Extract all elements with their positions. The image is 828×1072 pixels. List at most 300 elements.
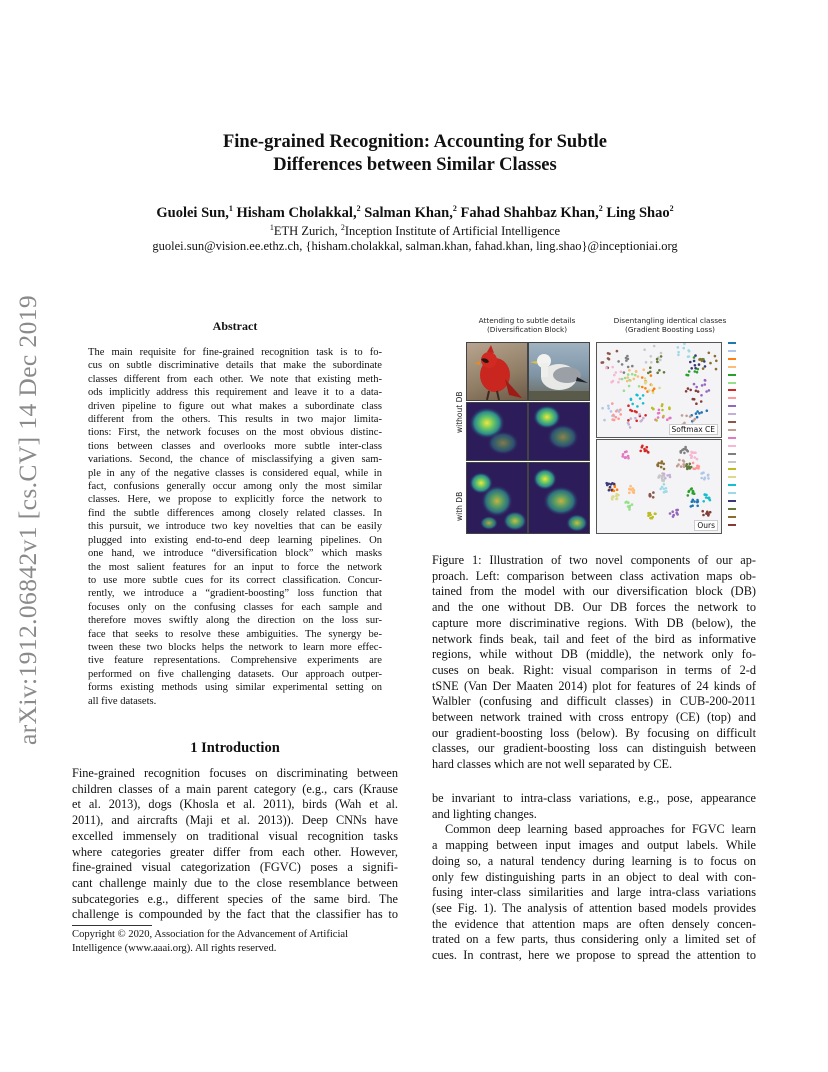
text-line: be invariant to intra-class variations, e.g., pose, appearance (432, 791, 756, 805)
tsne-point (715, 360, 718, 363)
tsne-point (658, 387, 661, 390)
tsne-point (608, 483, 611, 486)
text-line: tive feature representations. Comprehensive experiments are (88, 655, 382, 667)
text-line: fact, confusions generally occur among only the most similar (88, 481, 382, 493)
tsne-point (609, 486, 612, 489)
text-line: cus on subtle discriminative details that make the subordinate (88, 360, 382, 372)
tsne-point (629, 409, 632, 412)
tsne-point (689, 467, 692, 470)
text-line: only few distinguishing parts in an object to deal with con- (432, 869, 756, 884)
tsne-point (638, 385, 641, 388)
tsne-point (634, 417, 637, 420)
tsne-point (651, 407, 654, 410)
tsne-point (695, 386, 698, 389)
copyright-footnote: Copyright © 2020, Association for the Advancement of Artificial Intelligence (www.aaai.org). All rights reserved. (72, 929, 349, 954)
affiliations: $^1$ETH Zurich, $^2$Inception Institute of Artificial Intelligence (269, 223, 561, 239)
tsne-point (691, 500, 694, 503)
text-line: tained from the model with our diversification block (DB) (432, 584, 756, 599)
tsne-point (705, 494, 708, 497)
tsne-point (697, 390, 700, 393)
tsne-point (624, 457, 627, 460)
tsne-point (611, 497, 614, 500)
tsne-point (635, 370, 638, 373)
tsne-point (696, 505, 699, 508)
tsne-point (663, 371, 666, 374)
tsne-point (688, 490, 691, 493)
tsne-point (649, 514, 652, 517)
tsne-point (691, 504, 694, 507)
tsne-point (702, 514, 705, 517)
legend-swatch (728, 484, 736, 486)
row-label-without-db: without DB (455, 391, 464, 433)
tsne-point (639, 397, 642, 400)
tsne-point (686, 467, 689, 470)
tsne-point (627, 404, 630, 407)
text-line: tions: First, the network focuses on the most obvious distinc- (88, 427, 382, 439)
tsne-point (708, 389, 711, 392)
tsne-point (694, 456, 697, 459)
right-column-paragraph (432, 791, 756, 964)
cam-gull-without-db (528, 402, 590, 461)
tsne-point (690, 367, 693, 370)
tsne-point (652, 392, 655, 395)
tsne-point (685, 390, 688, 393)
text-line: therefore moves swiftly along the direction on the loss sur- (88, 615, 382, 627)
tsne-point (642, 417, 645, 420)
tsne-point (684, 446, 687, 449)
tsne-point (644, 377, 647, 380)
tsne-color-legend (728, 342, 736, 532)
tsne-point (697, 467, 700, 470)
tsne-point (608, 358, 611, 361)
tsne-point (704, 477, 707, 480)
cam-gull-with-db (528, 462, 590, 534)
cam-cardinal-without-db (466, 402, 528, 461)
tsne-point (602, 361, 605, 364)
tsne-point (615, 410, 618, 413)
tsne-point (630, 398, 633, 401)
cam-cardinal-with-db (466, 462, 528, 534)
text-line: fusing inter-class similarities and large intra-class variations (432, 885, 756, 900)
text-line: et al. 2013), dogs (Khosla et al. 2011), birds (Wah et al. (72, 797, 398, 812)
tsne-point (641, 386, 644, 389)
tsne-point (689, 389, 692, 392)
tsne-point (701, 358, 704, 361)
tsne-plot-softmax-ce (596, 342, 722, 438)
text-line: find the subtle differences among closely related classes. In (88, 507, 382, 519)
tsne-point (693, 383, 696, 386)
tsne-point (680, 465, 683, 468)
tsne-plot-ours (596, 439, 722, 534)
text-line: classes. Here, we propose to explicitly force the network to (88, 494, 382, 506)
tsne-point (661, 475, 664, 478)
text-line: plugged into existing end-to-end deep learning pipelines. On (88, 534, 382, 546)
text-line: subcategories e.g., different species of the same bird. The (72, 891, 398, 906)
text-line: focuses only on the confusing classes for each sample and (88, 601, 382, 613)
tsne-point (629, 485, 632, 488)
legend-swatch (728, 437, 736, 439)
tsne-point (696, 458, 699, 461)
text-line: ple in any of the negative classes is considered equal, while in (88, 467, 382, 479)
text-line: the evidence that attention maps are often densely concen- (432, 916, 756, 931)
tsne-point (688, 350, 691, 353)
tsne-point (634, 374, 637, 377)
tsne-tag-softmax-ce: Softmax CE (669, 424, 719, 435)
legend-swatch (728, 405, 736, 407)
abstract-heading: Abstract (212, 319, 258, 333)
tsne-point (607, 407, 610, 410)
tsne-point (641, 446, 644, 449)
tsne-point (656, 372, 659, 375)
tsne-point (627, 366, 630, 369)
tsne-point (683, 452, 686, 455)
text-line: and lighting changes. (432, 806, 537, 821)
tsne-point (683, 343, 686, 345)
tsne-point (658, 412, 661, 415)
tsne-point (695, 402, 698, 405)
tsne-point (701, 510, 704, 513)
tsne-point (687, 387, 690, 390)
tsne-point (613, 483, 616, 486)
tsne-point (629, 505, 632, 508)
tsne-point (617, 360, 620, 363)
tsne-point (651, 516, 654, 519)
text-line: variations. Second, the chance of misclassifying a given sam- (88, 454, 382, 466)
tsne-point (675, 509, 678, 512)
title-line-1: Fine-grained Recognition: Accounting for Subtle (222, 132, 608, 152)
legend-swatch (728, 421, 736, 423)
tsne-point (665, 487, 668, 490)
author: Ling Shao$^2$ (606, 204, 674, 221)
tsne-tag-ours: Ours (694, 520, 718, 531)
text-line: 2011), and aircrafts (Maji et al. 2013)). Deep CNNs have (72, 813, 398, 828)
tsne-point (608, 489, 611, 492)
tsne-point (682, 463, 685, 466)
tsne-point (619, 413, 622, 416)
tsne-point (612, 414, 615, 417)
tsne-point (690, 487, 693, 490)
tsne-point (677, 354, 680, 357)
tsne-point (628, 369, 631, 372)
legend-swatch (728, 453, 736, 455)
section-heading-introduction: 1 Introduction (190, 740, 280, 756)
tsne-point (620, 371, 623, 374)
tsne-point (619, 408, 622, 411)
arxiv-sidebar (8, 285, 48, 755)
tsne-point (631, 373, 634, 376)
text-line: tSNE (Van Der Maaten 2014) plot for features of 24 kinds of (432, 678, 756, 693)
tsne-point (615, 498, 618, 501)
tsne-point (601, 407, 604, 410)
tsne-point (714, 355, 717, 358)
text-line: different from the others. This results in two major limita- (88, 414, 382, 426)
tsne-point (643, 348, 646, 351)
tsne-point (693, 451, 696, 454)
tsne-point (682, 347, 685, 350)
text-line: Walbler (confusing and difficult classes) in CUB-200-2011 (432, 694, 756, 709)
tsne-point (693, 360, 696, 363)
tsne-point (657, 416, 660, 419)
tsne-point (675, 511, 678, 514)
tsne-point (627, 457, 630, 460)
tsne-point (628, 492, 631, 495)
tsne-point (694, 354, 697, 357)
tsne-point (644, 382, 647, 385)
text-line: cant challenge mainly due to the close resemblance between (72, 875, 398, 890)
text-line: to use more subtle cues for its correct classification. Concur- (88, 574, 382, 586)
tsne-point (689, 415, 692, 418)
tsne-point (694, 364, 697, 367)
tsne-point (700, 411, 703, 414)
tsne-point (656, 358, 659, 361)
legend-swatch (728, 468, 736, 470)
tsne-point (642, 394, 645, 397)
legend-swatch (728, 500, 736, 502)
tsne-point (628, 488, 631, 491)
tsne-point (660, 352, 663, 355)
tsne-point (643, 448, 646, 451)
tsne-point (633, 378, 636, 381)
tsne-point (700, 400, 703, 403)
tsne-point (656, 463, 659, 466)
tsne-point (692, 490, 695, 493)
tsne-point (678, 459, 681, 462)
tsne-point (690, 456, 693, 459)
tsne-point (630, 417, 633, 420)
tsne-point (698, 358, 701, 361)
tsne-point (649, 366, 652, 369)
tsne-point (698, 363, 701, 366)
tsne-point (661, 460, 664, 463)
tsne-point (660, 355, 663, 358)
author: Hisham Cholakkal,$^2$ (236, 204, 361, 221)
tsne-point (636, 405, 639, 408)
text-line: hard classes which are not well separated by CE. (432, 757, 673, 772)
text-line: and the one without DB. Our DB forces the network to (432, 600, 756, 615)
tsne-point (653, 387, 656, 390)
text-line: tions between classes and overlooks more subtle inter-class (88, 440, 382, 452)
text-line: this pursuit, we introduce two key novelties that can be easily (88, 521, 382, 533)
tsne-point (659, 359, 662, 362)
text-line: classes different from each other. We note that existing meth- (88, 373, 382, 385)
tsne-point (655, 419, 658, 422)
tsne-point (657, 476, 660, 479)
tsne-point (704, 383, 707, 386)
tsne-point (691, 492, 694, 495)
tsne-point (605, 367, 608, 370)
tsne-point (702, 471, 705, 474)
tsne-point (628, 423, 631, 426)
cardinal-photo (466, 342, 528, 401)
author: Fahad Shahbaz Khan,$^2$ (460, 204, 603, 221)
tsne-point (624, 451, 627, 454)
tsne-point (635, 420, 638, 423)
text-line: a mapping between input images and output labels. While (432, 838, 756, 853)
text-line: excelled immensely on traditional visual recognition tasks (72, 828, 398, 843)
legend-swatch (728, 366, 736, 368)
tsne-point (676, 465, 679, 468)
tsne-point (633, 491, 636, 494)
tsne-point (661, 405, 664, 408)
text-line: challenge is compounded by the fact that the classifier has to (72, 907, 398, 922)
figure-right-title: Disentangling identical classes (Gradient Boosting Loss) (613, 316, 727, 334)
tsne-point (707, 474, 710, 477)
tsne-point (708, 352, 711, 355)
text-line: face that seeks to resolve these ambiguities. The synergy be- (88, 628, 382, 640)
legend-swatch (728, 389, 736, 391)
row-label-with-db: with DB (455, 491, 464, 521)
tsne-point (651, 384, 654, 387)
tsne-point (616, 350, 619, 353)
tsne-point (677, 346, 680, 349)
tsne-point (707, 497, 710, 500)
tsne-point (627, 501, 630, 504)
text-line: driven pipeline to figure out what makes a subordinate class (88, 400, 382, 412)
tsne-point (661, 486, 664, 489)
tsne-point (650, 374, 653, 377)
tsne-point (705, 390, 708, 393)
tsne-point (621, 363, 624, 366)
legend-swatch (728, 413, 736, 415)
tsne-point (653, 345, 656, 348)
tsne-point (662, 463, 665, 466)
tsne-point (650, 355, 653, 358)
tsne-point (689, 361, 692, 364)
tsne-point (709, 362, 712, 365)
tsne-point (638, 413, 641, 416)
tsne-point (607, 405, 610, 408)
title-line-2: Differences between Similar Classes (273, 155, 557, 175)
text-line: forms existing methods using similar experimental setting on (88, 682, 382, 694)
tsne-point (603, 419, 606, 422)
tsne-point (654, 513, 657, 516)
text-line: classes, our gradient-boosting loss can distinguish between (432, 741, 756, 756)
tsne-point (652, 491, 655, 494)
tsne-point (650, 361, 653, 364)
text-line: ods implicitly address this requirement and leave it to a data- (88, 387, 382, 399)
tsne-point (704, 379, 707, 382)
tsne-point (613, 419, 616, 422)
tsne-point (645, 361, 648, 364)
tsne-point (702, 500, 705, 503)
tsne-point (618, 378, 621, 381)
tsne-point (696, 416, 699, 419)
tsne-point (610, 489, 613, 492)
tsne-point (696, 371, 699, 374)
tsne-point (647, 451, 650, 454)
text-line: capture more discriminative regions. With DB (below), the (432, 615, 756, 630)
tsne-point (617, 494, 620, 497)
text-line: (see Fig. 1). The analysis of attention based models provides (432, 900, 756, 915)
tsne-point (621, 455, 624, 458)
tsne-point (694, 370, 697, 373)
legend-swatch (728, 342, 736, 344)
tsne-point (629, 426, 632, 429)
tsne-point (677, 351, 680, 354)
tsne-point (703, 360, 706, 363)
tsne-point (683, 460, 686, 463)
legend-swatch (728, 461, 736, 463)
text-line: children classes of a main parent category (e.g., cars (Krause (72, 781, 398, 796)
tsne-point (611, 366, 614, 369)
author-emails: guolei.sun@vision.ee.ethz.ch, {hisham.cholakkal, salman.khan, fahad.khan, ling.shao}@inceptioniai.org (152, 239, 678, 253)
tsne-point (700, 477, 703, 480)
tsne-point (672, 514, 675, 517)
tsne-point (694, 468, 697, 471)
tsne-point (687, 450, 690, 453)
tsne-point (631, 403, 634, 406)
tsne-point (652, 496, 655, 499)
abstract-body (88, 346, 382, 708)
text-line: Common deep learning based approaches for FGVC learn (445, 822, 756, 837)
tsne-point (681, 449, 684, 452)
tsne-point (617, 417, 620, 420)
tsne-point (660, 466, 663, 469)
legend-swatch (728, 516, 736, 518)
tsne-point (658, 369, 661, 372)
tsne-point (610, 410, 613, 413)
tsne-point (695, 412, 698, 415)
tsne-point (615, 416, 618, 419)
tsne-point (628, 385, 631, 388)
tsne-point (704, 365, 707, 368)
tsne-point (611, 402, 614, 405)
tsne-point (688, 370, 691, 373)
legend-swatch (728, 492, 736, 494)
tsne-point (616, 488, 619, 491)
tsne-point (637, 375, 640, 378)
gull-photo (528, 342, 590, 401)
tsne-point (669, 417, 672, 420)
tsne-point (661, 472, 664, 475)
author-list (90, 204, 740, 222)
text-line: one hand, we introduce “diversification block” which masks (88, 548, 382, 560)
tsne-point (624, 377, 627, 380)
tsne-point (632, 487, 635, 490)
tsne-point (626, 380, 629, 383)
tsne-point (668, 406, 671, 409)
tsne-point (694, 418, 697, 421)
tsne-point (662, 415, 665, 418)
legend-swatch (728, 382, 736, 384)
tsne-point (639, 450, 642, 453)
tsne-point (665, 490, 668, 493)
tsne-point (666, 418, 669, 421)
tsne-point (715, 368, 718, 371)
tsne-point (693, 398, 696, 401)
legend-swatch (728, 508, 736, 510)
text-line: cuses on beak. Right: visual comparison in terms of 2-d (432, 662, 756, 677)
tsne-point (680, 451, 683, 454)
tsne-point (642, 402, 645, 405)
author: Salman Khan,$^2$ (364, 204, 457, 221)
text-line: fine-grained visual categorization (FGVC) poses a signifi- (72, 860, 398, 875)
figure-1 (432, 312, 756, 544)
arxiv-id: arXiv:1912.06842v1 [cs.CV] 14 Dec 2019 (13, 294, 42, 746)
tsne-point (635, 411, 638, 414)
tsne-point (702, 367, 705, 370)
tsne-point (615, 371, 618, 374)
tsne-point (663, 483, 666, 486)
legend-swatch (728, 429, 736, 431)
tsne-point (646, 446, 649, 449)
text-line: proach. Left: comparison between class activation maps ob- (432, 568, 756, 583)
legend-swatch (728, 350, 736, 352)
text-line: The main requisite for fine-grained recognition task is to fo- (88, 347, 382, 358)
tsne-point (671, 510, 674, 513)
tsne-point (700, 394, 703, 397)
legend-swatch (728, 476, 736, 478)
